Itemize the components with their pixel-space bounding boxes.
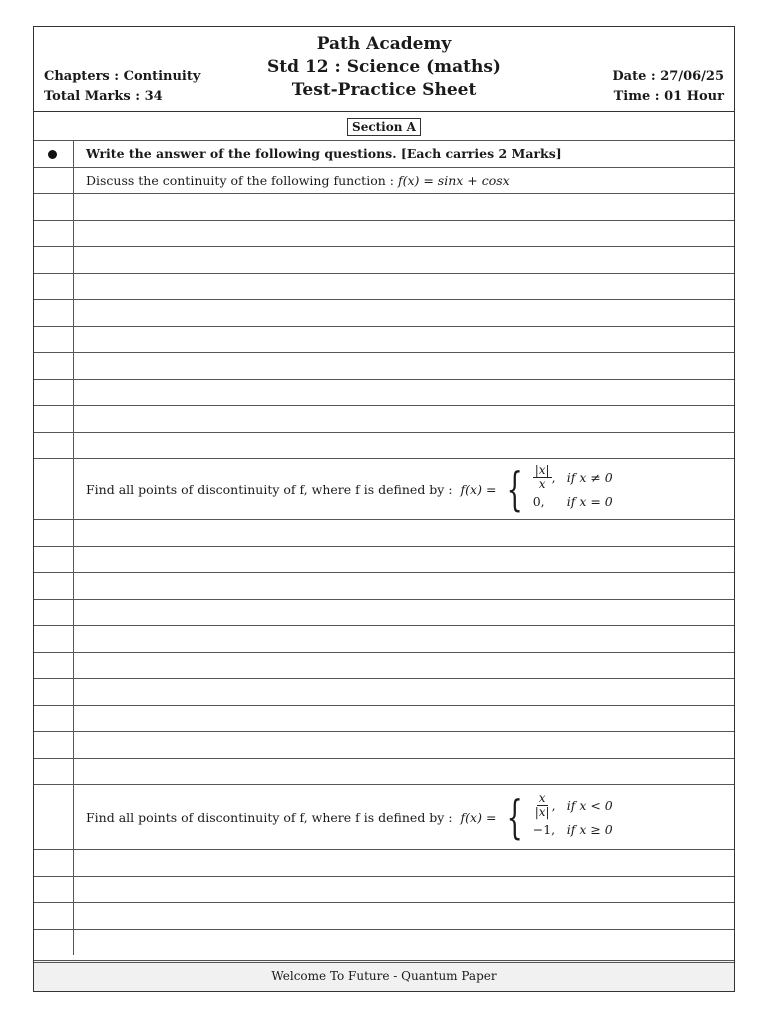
answer-line xyxy=(34,220,734,247)
answer-line xyxy=(34,678,734,705)
section-row xyxy=(34,115,734,139)
answer-line xyxy=(34,519,734,546)
denominator: |x| xyxy=(534,804,550,819)
answer-line xyxy=(34,299,734,326)
case-1-value: $\frac{x}{|x|}$ , xyxy=(534,790,556,819)
test-sheet xyxy=(33,26,735,992)
sheet-title: Test-Practice Sheet xyxy=(291,80,477,100)
number-cell xyxy=(34,433,74,459)
cases xyxy=(532,790,613,841)
number-cell xyxy=(34,380,74,406)
case-2-value: −1, xyxy=(532,821,556,837)
function-lhs: f(x) = xyxy=(460,809,497,825)
answer-line xyxy=(34,902,734,929)
answer-table xyxy=(34,140,734,955)
question-1-formula: f(x) = sinx + cosx xyxy=(397,172,510,188)
number-cell xyxy=(34,520,74,546)
case-1 xyxy=(533,462,613,491)
number-cell xyxy=(34,930,74,956)
left-brace-icon: { xyxy=(507,790,524,844)
number-cell xyxy=(34,353,74,379)
number-cell xyxy=(34,759,74,785)
question-3-text: Find all points of discontinuity of f, where f is defined by : xyxy=(86,809,453,825)
answer-line xyxy=(34,193,734,220)
total-marks-label: Total Marks : 34 xyxy=(44,89,163,104)
case-2-condition: if x ≥ 0 xyxy=(566,821,613,837)
number-cell xyxy=(34,653,74,679)
answer-line xyxy=(34,705,734,732)
case-1 xyxy=(533,790,613,819)
case-2-condition: if x = 0 xyxy=(566,493,613,509)
number-cell xyxy=(34,850,74,876)
instruction-row xyxy=(34,140,734,167)
answer-line xyxy=(34,731,734,758)
header-divider xyxy=(34,111,734,112)
answer-line xyxy=(34,929,734,956)
section-label: Section A xyxy=(347,118,421,136)
answer-line xyxy=(34,326,734,353)
case-1-condition: if x < 0 xyxy=(566,797,613,813)
question-number-cell xyxy=(34,168,74,194)
piecewise-function-2 xyxy=(460,462,613,516)
question-row-2 xyxy=(34,458,734,519)
std-label: Std 12 : Science (maths) xyxy=(267,57,501,77)
number-cell xyxy=(34,573,74,599)
answer-line xyxy=(34,273,734,300)
function-lhs: f(x) = xyxy=(460,481,497,497)
denominator: x xyxy=(538,476,546,491)
question-1 xyxy=(74,168,734,194)
question-row-3 xyxy=(34,784,734,849)
header-left xyxy=(44,67,200,107)
number-cell xyxy=(34,732,74,758)
number-cell xyxy=(34,300,74,326)
answer-line xyxy=(34,876,734,903)
numerator: |x| xyxy=(534,462,550,477)
footer: Welcome To Future - Quantum Paper xyxy=(34,960,734,991)
left-brace-icon: { xyxy=(507,462,524,516)
answer-line xyxy=(34,625,734,652)
academy-name: Path Academy xyxy=(316,34,452,54)
answer-line xyxy=(34,758,734,785)
cases xyxy=(532,462,613,513)
number-cell xyxy=(34,877,74,903)
number-cell xyxy=(34,679,74,705)
answer-line xyxy=(34,849,734,876)
case-2 xyxy=(533,489,613,513)
question-2-text: Find all points of discontinuity of f, where f is defined by : xyxy=(86,481,453,497)
answer-line xyxy=(34,546,734,573)
answer-line xyxy=(34,599,734,626)
answer-line xyxy=(34,352,734,379)
answer-line xyxy=(34,432,734,459)
question-number-cell xyxy=(34,459,74,519)
fraction xyxy=(533,464,552,491)
number-cell xyxy=(34,221,74,247)
number-cell xyxy=(34,600,74,626)
question-row-1 xyxy=(34,167,734,194)
number-cell xyxy=(34,247,74,273)
bullet-icon xyxy=(48,150,57,159)
answer-line xyxy=(34,246,734,273)
answer-line xyxy=(34,379,734,406)
case-2 xyxy=(533,817,613,841)
question-number-cell xyxy=(34,785,74,849)
answer-line xyxy=(34,652,734,679)
case-1-value: $\frac{|x|}{x}$ , xyxy=(534,462,556,491)
answer-line xyxy=(34,405,734,432)
question-1-text: Discuss the continuity of the following function : xyxy=(86,172,394,188)
numerator: x xyxy=(538,790,546,805)
question-3 xyxy=(74,785,734,849)
number-cell xyxy=(34,274,74,300)
piecewise-function-3 xyxy=(460,790,613,844)
time-label: Time : 01 Hour xyxy=(613,89,724,104)
instruction-text: Write the answer of the following questions. [Each carries 2 Marks] xyxy=(86,146,562,162)
fraction xyxy=(533,792,552,819)
question-2 xyxy=(74,459,734,519)
number-cell xyxy=(34,327,74,353)
number-cell xyxy=(34,706,74,732)
case-1-condition: if x ≠ 0 xyxy=(566,469,613,485)
sheet-header xyxy=(34,27,734,111)
number-cell xyxy=(34,547,74,573)
chapters-label: Chapters : Continuity xyxy=(44,69,201,84)
case-2-value: 0, xyxy=(532,493,545,509)
bullet-cell xyxy=(34,141,74,167)
number-cell xyxy=(34,626,74,652)
date-label: Date : 27/06/25 xyxy=(612,69,724,84)
answer-line xyxy=(34,572,734,599)
header-right xyxy=(612,67,724,107)
number-cell xyxy=(34,406,74,432)
number-cell xyxy=(34,903,74,929)
number-cell xyxy=(34,194,74,220)
